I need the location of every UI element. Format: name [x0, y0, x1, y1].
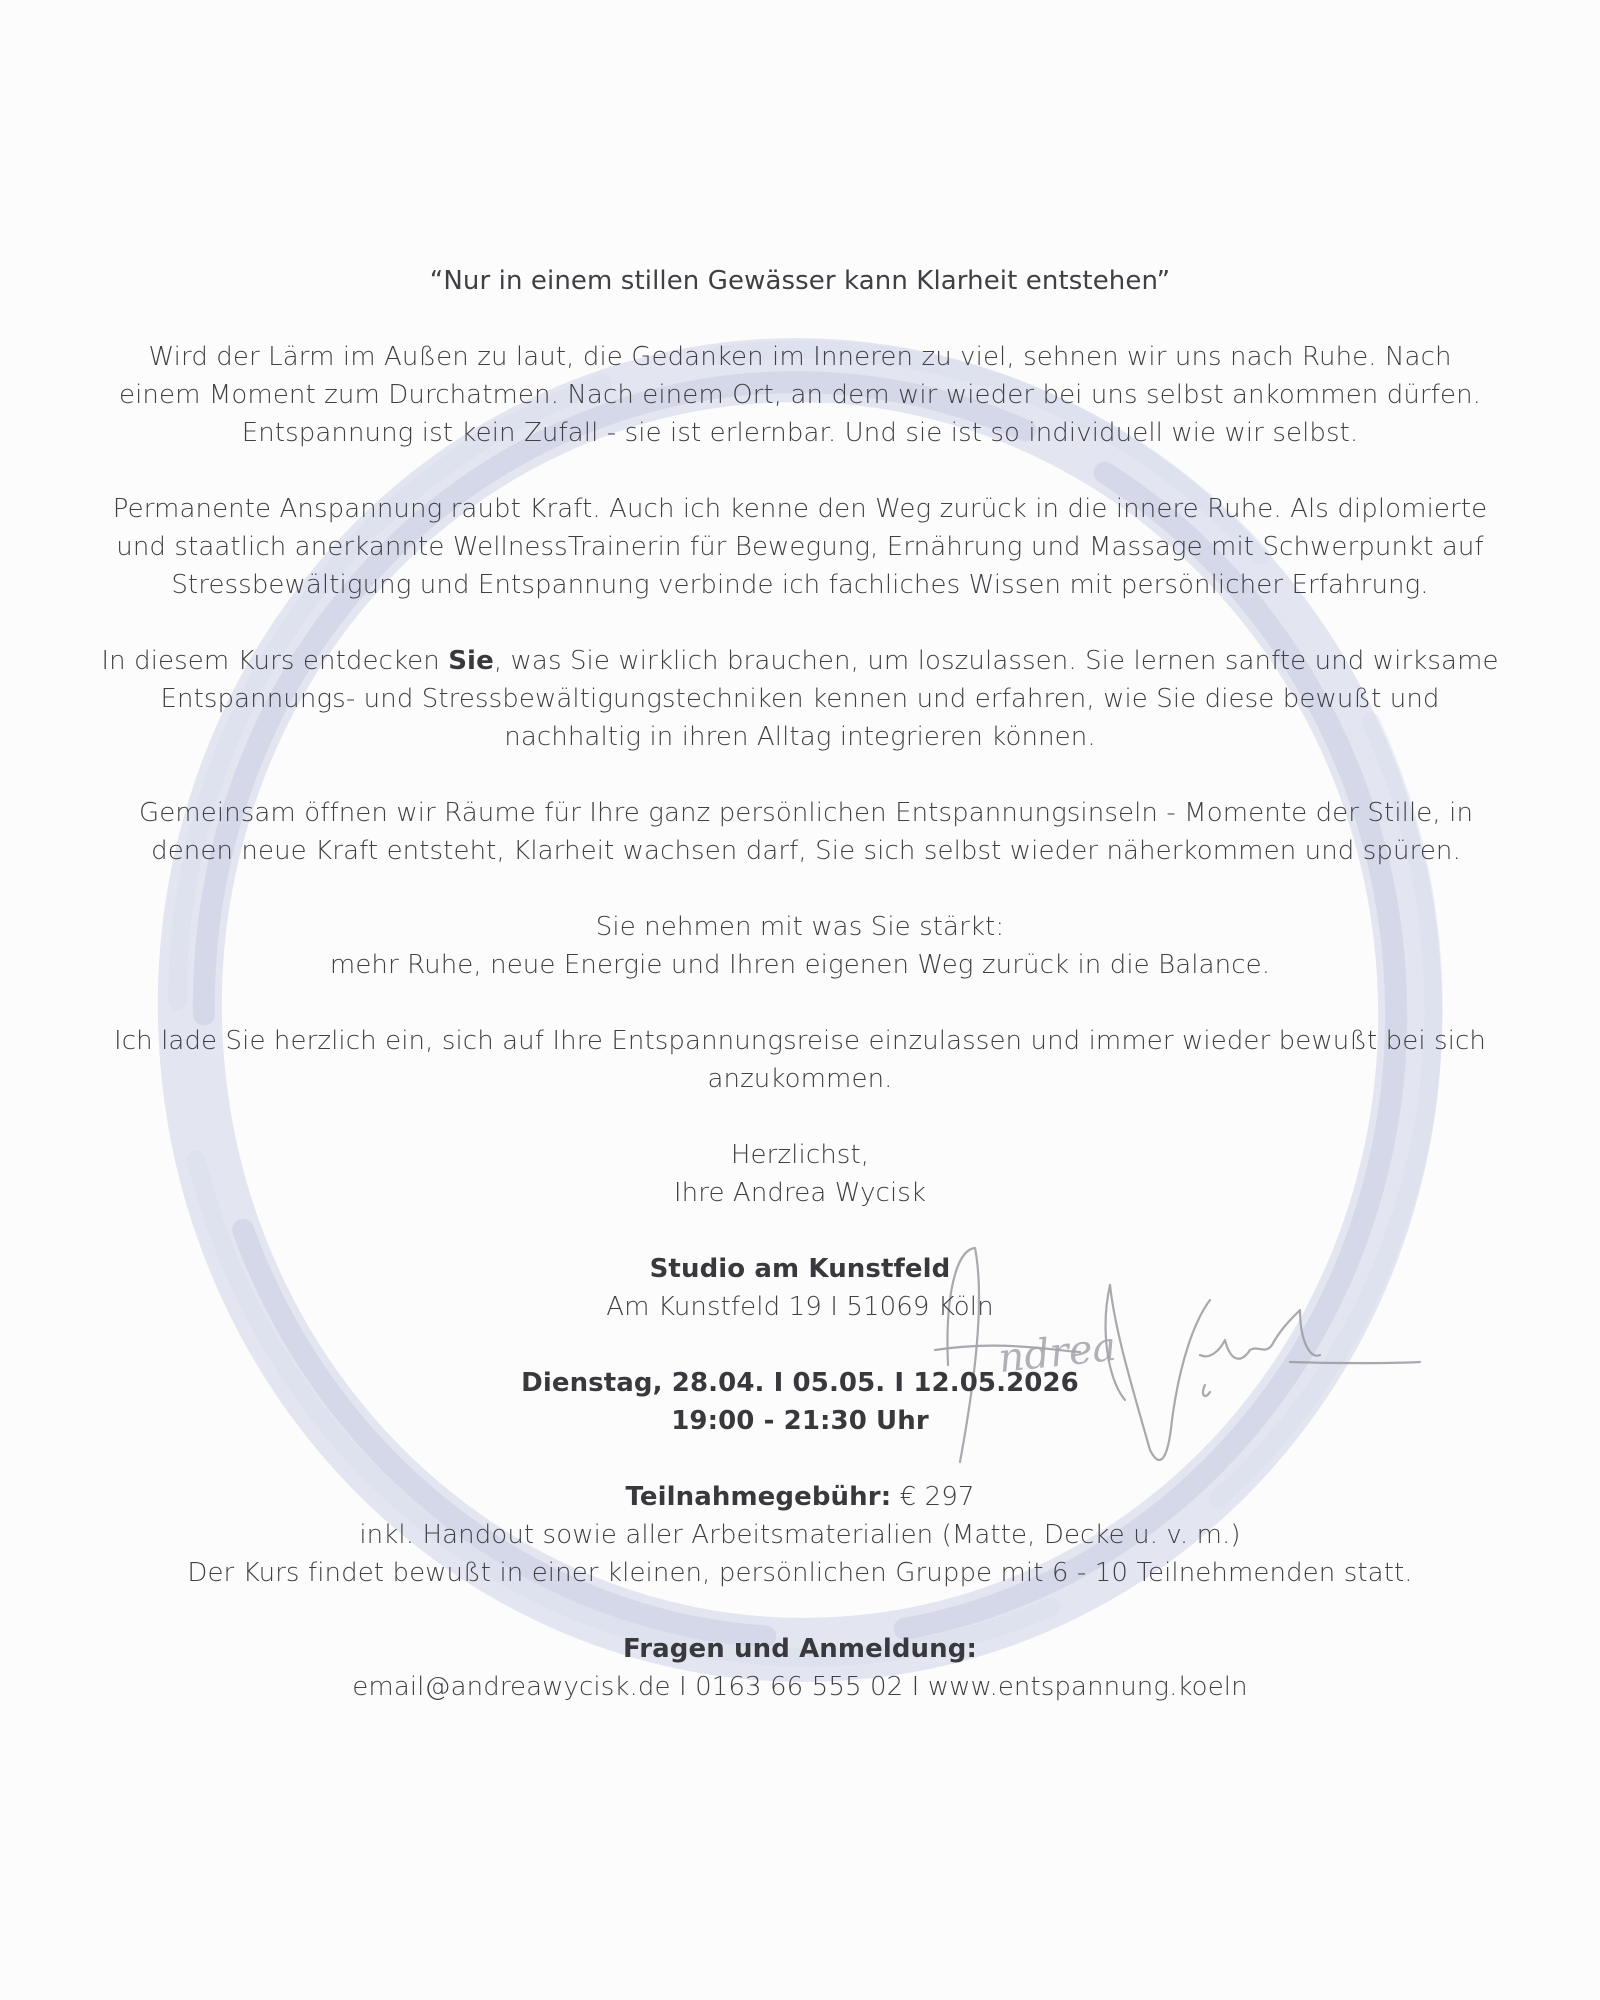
svg-text:ndrea: ndrea — [996, 1323, 1119, 1382]
text-line: nachhaltig in ihren Alltag integrieren können. — [504, 722, 1096, 752]
text-line — [80, 642, 1520, 680]
paragraph-together — [80, 794, 1520, 870]
fee-line — [80, 1478, 1520, 1516]
text-line: Ich lade Sie herzlich ein, sich auf Ihre Entspannungsreise einzulassen und immer wieder bewußt bei sich — [113, 1026, 1486, 1056]
text-line: und staatlich anerkannte WellnessTrainerin für Bewegung, Ernährung und Massage mit Schwerpunkt auf — [116, 532, 1484, 562]
emphasis-sie: Sie — [448, 646, 494, 676]
contact — [80, 1630, 1520, 1706]
schedule — [80, 1364, 1520, 1440]
schedule-time: 19:00 - 21:30 Uhr — [671, 1406, 929, 1436]
text-line: einem Moment zum Durchatmen. Nach einem Ort, an dem wir wieder bei uns selbst ankommen dürfen. — [118, 380, 1482, 410]
contact-heading: Fragen und Anmeldung: — [623, 1634, 977, 1664]
text-line: Entspannung ist kein Zufall - sie ist erlernbar. Und sie ist so individuell wie wir selbst. — [241, 418, 1359, 448]
text-line: denen neue Kraft entsteht, Klarheit wachsen darf, Sie sich selbst wieder näherkommen und spüren. — [151, 836, 1461, 866]
text-line: Permanente Anspannung raubt Kraft. Auch ich kenne den Weg zurück in die innere Ruhe. Als diplomierte — [112, 494, 1488, 524]
text-line: Wird der Lärm im Außen zu laut, die Gedanken im Inneren zu viel, sehnen wir uns nach Ruhe. Nach — [148, 342, 1452, 372]
text-line: Gemeinsam öffnen wir Räume für Ihre ganz persönlichen Entspannungsinseln - Momente der Stille, in — [138, 798, 1474, 828]
fee-included: inkl. Handout sowie aller Arbeitsmaterialien (Matte, Decke u. v. m.) — [359, 1520, 1241, 1550]
paragraph-course — [80, 642, 1520, 756]
venue-name: Studio am Kunstfeld — [649, 1254, 951, 1284]
text-line: Stressbewältigung und Entspannung verbinde ich fachliches Wissen mit persönlicher Erfahrung. — [171, 570, 1429, 600]
closing — [80, 1136, 1520, 1212]
closing-name: Ihre Andrea Wycisk — [673, 1178, 927, 1208]
paragraph-trainer — [80, 490, 1520, 604]
schedule-dates: Dienstag, 28.04. I 05.05. I 12.05.2026 — [521, 1368, 1079, 1398]
fee-group-size: Der Kurs findet bewußt in einer kleinen, persönlichen Gruppe mit 6 - 10 Teilnehmenden statt. — [187, 1558, 1413, 1588]
flyer-text-block — [80, 262, 1520, 1744]
text-line: mehr Ruhe, neue Energie und Ihren eigenen Weg zurück in die Balance. — [329, 950, 1271, 980]
paragraph-takeaway — [80, 908, 1520, 984]
contact-details: email@andreawycisk.de I 0163 66 555 02 I www.entspannung.koeln — [352, 1672, 1248, 1702]
fee-label: Teilnahmegebühr: — [625, 1482, 892, 1512]
fee-amount: € 297 — [891, 1482, 975, 1512]
paragraph-invitation — [80, 1022, 1520, 1098]
text-segment: , was Sie wirklich brauchen, um loszulassen. Sie lernen sanfte und wirksame — [493, 646, 1499, 676]
venue-address: Am Kunstfeld 19 I 51069 Köln — [606, 1292, 994, 1322]
text-line: Sie nehmen mit was Sie stärkt: — [595, 912, 1005, 942]
text-segment: In diesem Kurs entdecken — [101, 646, 449, 676]
venue — [80, 1250, 1520, 1326]
closing-greeting: Herzlichst, — [730, 1140, 870, 1170]
paragraph-intro — [80, 338, 1520, 452]
text-line: anzukommen. — [707, 1064, 893, 1094]
quote-heading: “Nur in einem stillen Gewässer kann Klarheit entstehen” — [429, 266, 1171, 296]
fee — [80, 1478, 1520, 1592]
text-line: Entspannungs- und Stressbewältigungstechniken kennen und erfahren, wie Sie diese bewußt und — [160, 684, 1440, 714]
